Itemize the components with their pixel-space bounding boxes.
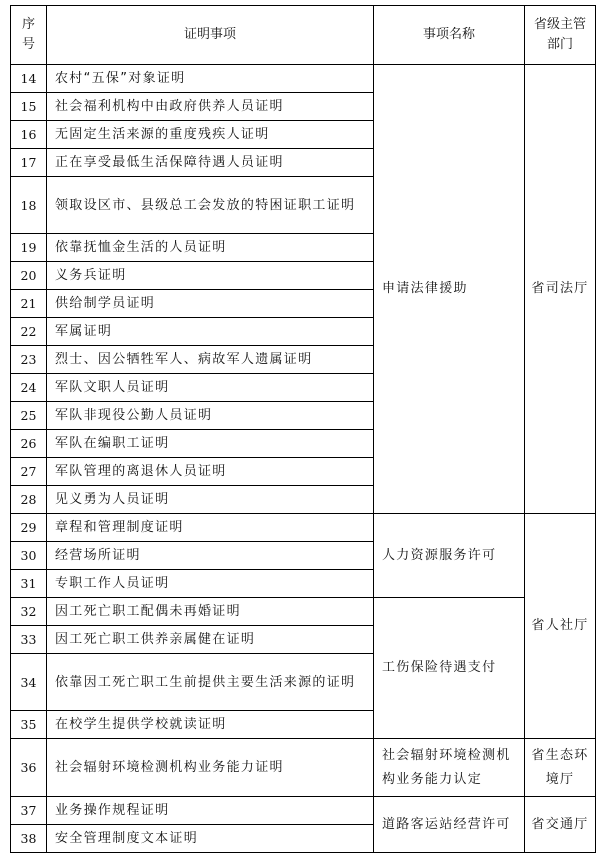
certificate-item: 正在享受最低生活保障待遇人员证明: [47, 149, 374, 177]
row-number: 28: [11, 486, 47, 514]
row-number: 38: [11, 825, 47, 853]
dept-transport: 省交通厅: [525, 797, 596, 853]
certificate-item: 业务操作规程证明: [47, 797, 374, 825]
row-number: 21: [11, 290, 47, 318]
row-number: 16: [11, 121, 47, 149]
row-number: 23: [11, 346, 47, 374]
row-number: 18: [11, 177, 47, 234]
row-number: 17: [11, 149, 47, 177]
table-row: [11, 797, 596, 825]
certificate-item: 无固定生活来源的重度残疾人证明: [47, 121, 374, 149]
header-dept: 省级主管 部门: [525, 6, 596, 65]
certificate-item: 安全管理制度文本证明: [47, 825, 374, 853]
certificate-item: 因工死亡职工配偶未再婚证明: [47, 598, 374, 626]
certificate-item: 见义勇为人员证明: [47, 486, 374, 514]
certificate-item: 社会福利机构中由政府供养人员证明: [47, 93, 374, 121]
certificate-item: 社会辐射环境检测机构业务能力证明: [47, 739, 374, 797]
certificate-item: 章程和管理制度证明: [47, 514, 374, 542]
row-number: 19: [11, 234, 47, 262]
table-row: [11, 598, 596, 626]
row-number: 20: [11, 262, 47, 290]
table-row: [11, 514, 596, 542]
certificate-item: 依靠抚恤金生活的人员证明: [47, 234, 374, 262]
row-number: 33: [11, 626, 47, 654]
certificate-item: 军队非现役公勤人员证明: [47, 402, 374, 430]
row-number: 35: [11, 711, 47, 739]
row-number: 36: [11, 739, 47, 797]
dept-justice: 省司法厅: [525, 65, 596, 514]
certificate-table: [10, 5, 596, 853]
row-number: 15: [11, 93, 47, 121]
row-number: 25: [11, 402, 47, 430]
certificate-item: 军队在编职工证明: [47, 430, 374, 458]
certificate-item: 军队管理的离退休人员证明: [47, 458, 374, 486]
row-number: 24: [11, 374, 47, 402]
matter-name-hr-license: 人力资源服务许可: [374, 514, 525, 598]
row-number: 31: [11, 570, 47, 598]
certificate-item: 农村“五保”对象证明: [47, 65, 374, 93]
header-item: 证明事项: [47, 6, 374, 65]
certificate-item: 领取设区市、县级总工会发放的特困证职工证明: [47, 177, 374, 234]
row-number: 22: [11, 318, 47, 346]
table-row: [11, 739, 596, 797]
certificate-item: 义务兵证明: [47, 262, 374, 290]
matter-name-road-transport: 道路客运站经营许可: [374, 797, 525, 853]
header-name: 事项名称: [374, 6, 525, 65]
row-number: 26: [11, 430, 47, 458]
matter-name-legal-aid: 申请法律援助: [374, 65, 525, 514]
matter-name-radiation: 社会辐射环境检测机构业务能力认定: [374, 739, 525, 797]
row-number: 29: [11, 514, 47, 542]
certificate-item: 经营场所证明: [47, 542, 374, 570]
certificate-item: 依靠因工死亡职工生前提供主要生活来源的证明: [47, 654, 374, 711]
dept-hrss: 省人社厅: [525, 514, 596, 739]
row-number: 27: [11, 458, 47, 486]
certificate-item: 因工死亡职工供养亲属健在证明: [47, 626, 374, 654]
row-number: 37: [11, 797, 47, 825]
certificate-item: 在校学生提供学校就读证明: [47, 711, 374, 739]
row-number: 32: [11, 598, 47, 626]
header-row: [11, 6, 596, 65]
certificate-item: 军队文职人员证明: [47, 374, 374, 402]
dept-ecology: 省生态环境厅: [525, 739, 596, 797]
certificate-item: 供给制学员证明: [47, 290, 374, 318]
matter-name-injury-insurance: 工伤保险待遇支付: [374, 598, 525, 739]
certificate-item: 专职工作人员证明: [47, 570, 374, 598]
table-row: [11, 65, 596, 93]
row-number: 30: [11, 542, 47, 570]
row-number: 34: [11, 654, 47, 711]
certificate-item: 烈士、因公牺牲军人、病故军人遗属证明: [47, 346, 374, 374]
certificate-item: 军属证明: [47, 318, 374, 346]
row-number: 14: [11, 65, 47, 93]
header-no: 序 号: [11, 6, 47, 65]
